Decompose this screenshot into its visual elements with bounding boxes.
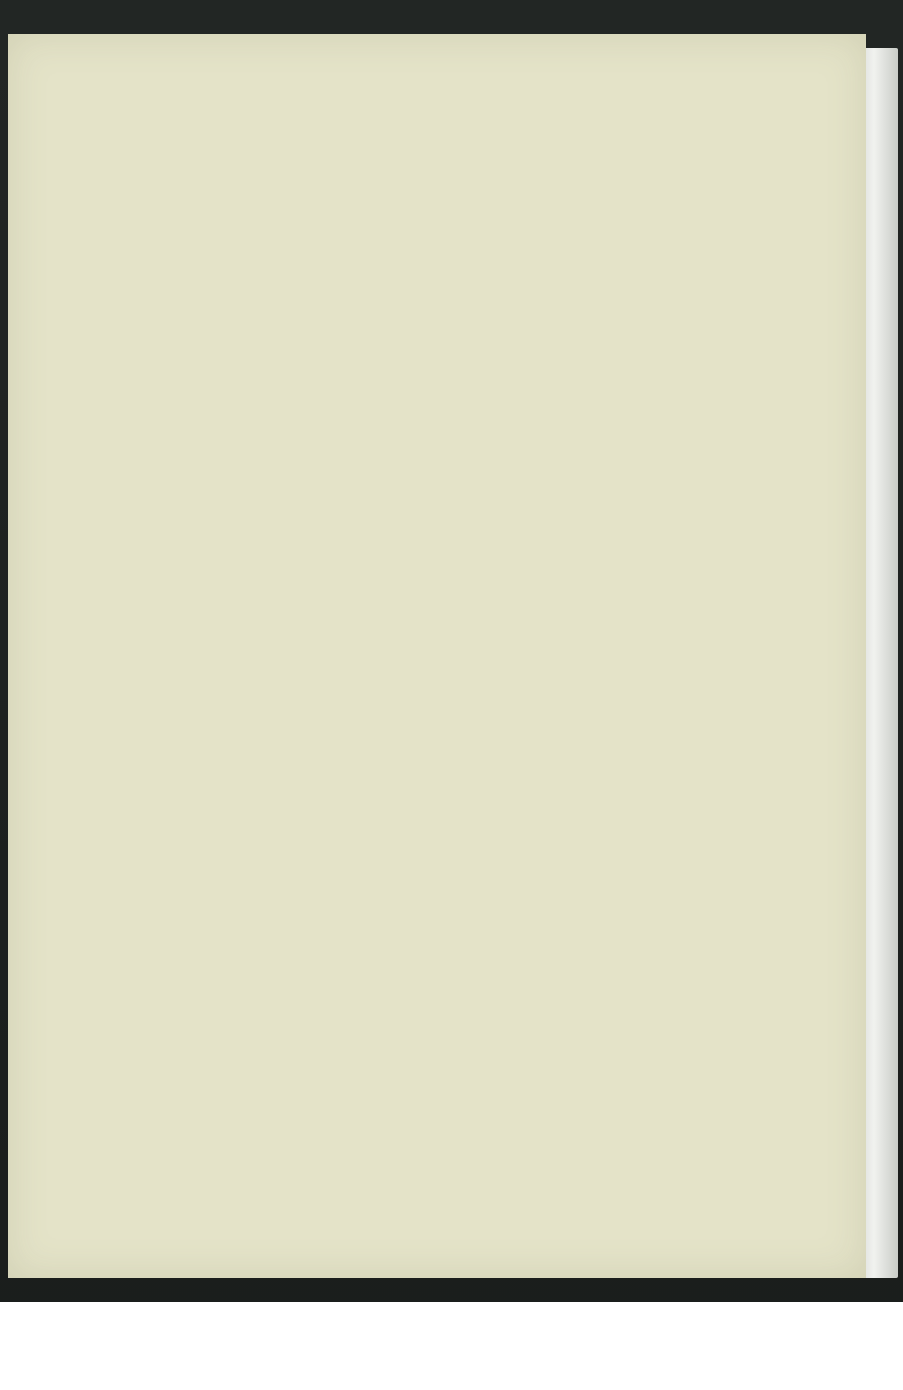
watermark-footer — [0, 1302, 903, 1390]
document-page — [8, 34, 866, 1278]
